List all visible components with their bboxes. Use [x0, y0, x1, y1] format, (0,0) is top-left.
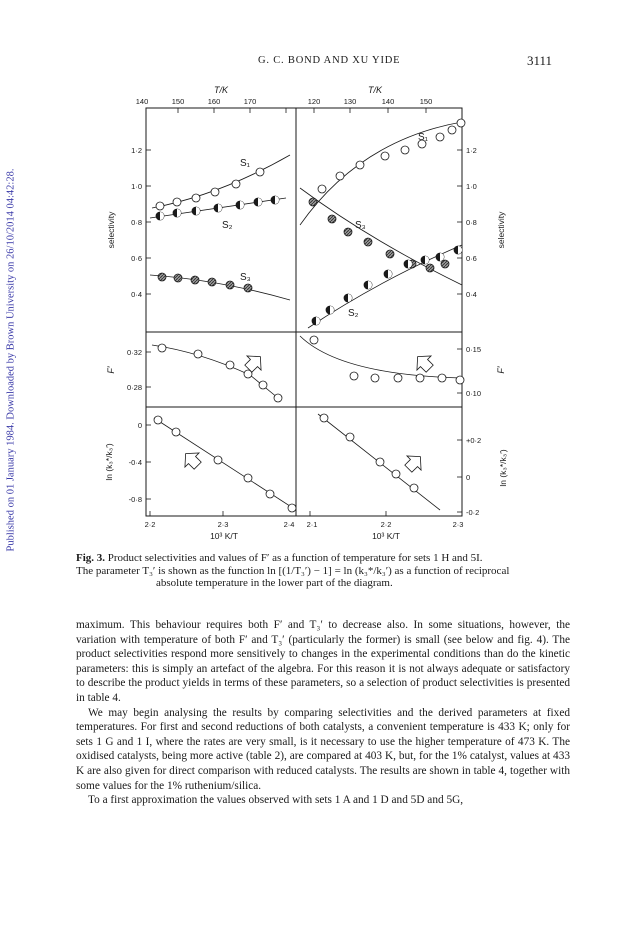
right-ln-tick: 0: [466, 473, 471, 482]
paragraph-3: To a first approximation the values observed with sets 1 A and 1 D and 5D and 5G,: [88, 794, 464, 807]
right-top-tick-marks: [314, 108, 426, 113]
left-bottom-tick: 2·2: [144, 520, 156, 529]
right-top-tick: 150: [419, 97, 433, 106]
right-top-axis-label: T/K: [368, 85, 383, 95]
paragraph-1: maximum. This behaviour requires both F′ and T₃′ to decrease also. In some situations, however, the variation with temperature of both F′ and T₃′ (particularly the former) is small (see below and fig. 4). The product selectivities respond more sensitively to changes in the experimental conditions than do the kinetic parameters: this is simply an artefact of the algebra. For this reason it is not always adequate or satisfactory to describe the product yields in terms of these parameters, so a selection of product selectivities is presented in table 4.: [76, 619, 570, 704]
right-bottom-axis-label: 10³ K/T: [372, 531, 400, 541]
right-y-ticks-f: [466, 345, 481, 398]
caption-label: Fig. 3.: [76, 552, 106, 564]
paragraph-2: We may begin analysing the results by comparing selectivities and the derived parameters at fixed temperatures. For first and second reductions of both catalysts, a convenient temperature is 433 K; only for sets 1 G and 1 I, where the rates are very small, is it necessary to use the higher temperature of 473 K. The oxidised catalysts, being more active (table 2), are compared at 403 K, but, for the 1% catalyst, values at 433 K are also given for direct comparison with reduced catalysts. The results are shown in table 4, together with some values for the 1% ruthenium/silica.: [76, 706, 570, 792]
right-sel-tick: 0·8: [466, 218, 477, 227]
right-s3-curve: [300, 188, 462, 285]
left-s3-curve: [150, 273, 290, 300]
right-top-tick: 130: [343, 97, 357, 106]
right-ln-curve: [318, 414, 440, 510]
page-number: 3111: [526, 53, 552, 68]
left-label-s3: S₃: [240, 272, 251, 283]
right-curve-labels: [348, 132, 429, 319]
bottom-tick-marks: [150, 511, 462, 516]
right-y-ticks-ln: [466, 436, 481, 517]
left-sel-tick: 0·4: [131, 290, 142, 299]
right-top-tick: 120: [307, 97, 321, 106]
right-bottom-tick: 2·2: [380, 520, 392, 529]
left-y-ticks-selectivity: [131, 146, 142, 299]
caption-line-1: [76, 552, 566, 565]
download-notice: Published on 01 January 1984. Downloaded by Brown University on 26/10/2014 04:42:28.: [5, 168, 17, 552]
right-y-label-ln: ln (k₃*/k₃′): [498, 449, 508, 487]
right-sel-tick: 1·2: [466, 146, 477, 155]
left-ln-tick: -0·8: [128, 495, 142, 504]
right-bottom-tick: 2·3: [452, 520, 464, 529]
left-top-ticks: [136, 97, 257, 106]
left-bottom-tick: 2·4: [283, 520, 295, 529]
right-label-s1: S₁: [418, 132, 429, 143]
left-f-tick: 0·32: [126, 348, 142, 357]
right-y-ticks-selectivity: [466, 146, 477, 299]
left-sel-tick: 0·6: [131, 254, 142, 263]
right-ln-tick: +0·2: [466, 436, 482, 445]
right-ln-tick: -0·2: [466, 508, 480, 517]
figure-3-plot: [100, 80, 520, 550]
figure-3: [100, 80, 520, 550]
download-watermark: [2, 150, 20, 570]
right-bottom-tick: 2·1: [306, 520, 318, 529]
right-f-tick: 0·10: [466, 389, 482, 398]
left-bottom-ticks: [145, 520, 295, 529]
figure-caption: [76, 552, 566, 590]
right-y-label-f: F′: [496, 366, 506, 374]
left-label-s2: S₂: [222, 220, 233, 231]
right-top-tick: 140: [381, 97, 395, 106]
left-sel-tick: 0·8: [131, 218, 142, 227]
left-ln-arrow-icon: [179, 447, 205, 473]
right-tick-marks: [457, 150, 462, 512]
right-s2-curve: [308, 245, 462, 328]
caption-line-2: The parameter T₃′ is shown as the function ln [(1/T₃′) − 1] = ln (k₃*/k₃′) as a function of reciprocal: [76, 564, 510, 577]
left-bottom-tick: 2·3: [217, 520, 229, 529]
right-panel-frame: [296, 108, 462, 516]
left-top-tick: 170: [243, 97, 257, 106]
running-head-authors: G. C. BOND AND XU YIDE: [258, 55, 401, 66]
right-ln-arrow-icon: [401, 450, 427, 476]
left-y-label-selectivity: selectivity: [106, 211, 116, 249]
left-f-curve: [152, 344, 282, 402]
left-top-axis-label: T/K: [214, 85, 229, 95]
right-bottom-ticks: [307, 520, 464, 529]
right-f-curve: [300, 336, 464, 384]
running-head: [0, 55, 624, 71]
left-y-label-ln: ln (k₃*/k₃′): [104, 443, 114, 481]
right-sel-tick: 0·6: [466, 254, 477, 263]
right-label-s2: S₂: [348, 308, 359, 319]
left-top-tick: 140: [135, 97, 149, 106]
right-label-s3: S₃: [355, 220, 366, 231]
left-sel-tick: 1·2: [131, 146, 142, 155]
right-s1-curve: [300, 119, 465, 225]
body-text: [76, 618, 570, 808]
left-label-s1: S₁: [240, 158, 251, 169]
left-ln-tick: 0: [137, 421, 142, 430]
left-ln-curve: [154, 416, 296, 512]
set-5i-arrow-icon: [411, 350, 437, 376]
left-y-label-f: F′: [106, 366, 116, 374]
left-ln-tick: -0·4: [128, 458, 142, 467]
caption-text-1: Product selectivities and values of F′ as a function of temperature for sets 1 H and 5I.: [105, 552, 483, 564]
left-s1-curve: [152, 155, 290, 210]
left-bottom-axis-label: 10³ K/T: [210, 531, 238, 541]
left-top-tick-marks: [178, 108, 286, 113]
caption-line-3: absolute temperature in the lower part of the diagram.: [156, 577, 393, 589]
left-s2-curve: [150, 196, 286, 220]
left-top-tick: 160: [207, 97, 221, 106]
left-curve-labels: [222, 158, 251, 283]
left-y-ticks-f: [127, 348, 142, 392]
left-y-ticks-ln: [129, 421, 142, 504]
right-sel-tick: 0·4: [466, 290, 477, 299]
left-sel-tick: 1·0: [131, 182, 142, 191]
right-sel-tick: 1·0: [466, 182, 477, 191]
right-f-tick: 0·15: [466, 345, 482, 354]
right-y-label-selectivity: selectivity: [496, 211, 506, 249]
left-top-tick: 150: [171, 97, 185, 106]
left-f-tick: 0·28: [126, 383, 142, 392]
left-panel-frame: [146, 108, 296, 516]
left-sel-tick-marks: [146, 150, 151, 499]
right-top-ticks: [308, 97, 433, 106]
